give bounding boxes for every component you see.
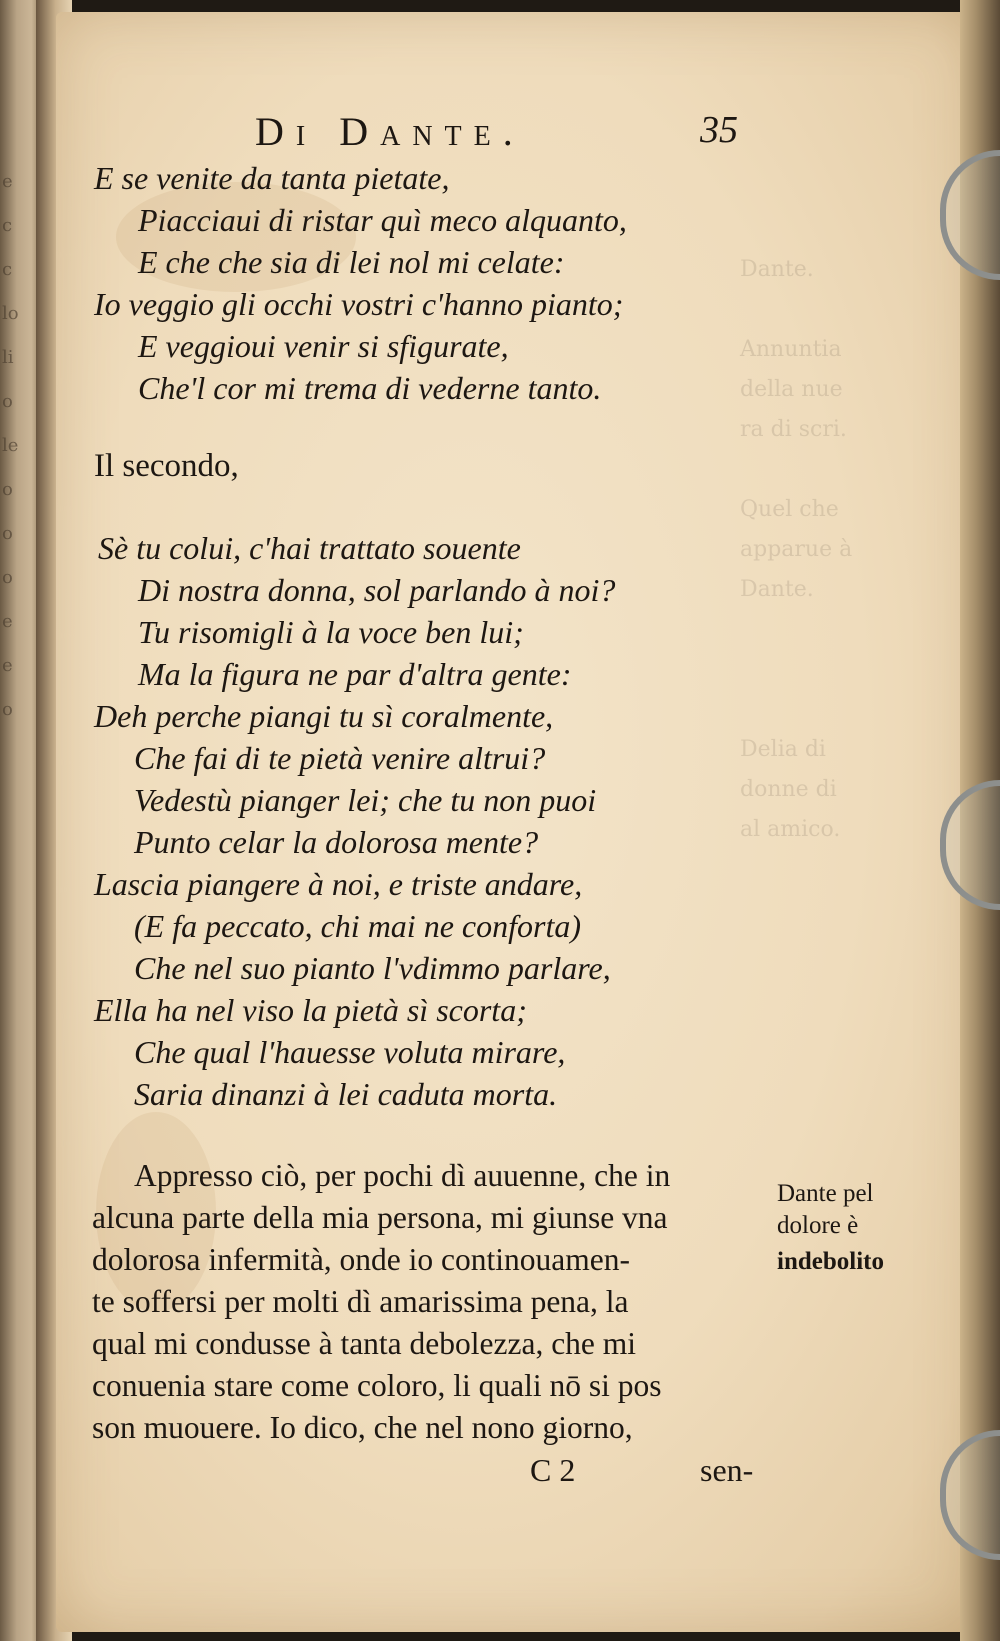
verse-line: Che qual l'hauesse voluta mirare, (134, 1034, 566, 1070)
verse-line: E veggioui venir si sfigurate, (138, 328, 509, 364)
running-head: Di Dante. (255, 109, 525, 154)
verse-line: E che che sia di lei nol mi celate: (138, 244, 565, 280)
verse-line: Ella ha nel viso la pietà sì scorta; (94, 992, 527, 1028)
verse-line: Di nostra donna, sol parlando à noi? (138, 572, 616, 608)
margin-note-line: dolore è (777, 1212, 859, 1239)
verse-line: E se venite da tanta pietate, (94, 160, 450, 196)
prose-line: son muouere. Io dico, che nel nono giorno, (92, 1410, 633, 1445)
verse-line: Punto celar la dolorosa mente? (134, 824, 539, 860)
signature-mark: C 2 (530, 1452, 576, 1488)
prose-line: qual mi condusse à tanta debolezza, che mi (92, 1326, 637, 1361)
margin-note-line: indebolito (777, 1248, 884, 1275)
verse-line: Che nel suo pianto l'vdimmo parlare, (134, 950, 611, 986)
verse-line: Tu risomigli à la voce ben lui; (138, 614, 524, 650)
verse-line: Piacciaui di ristar quì meco alquanto, (138, 202, 627, 238)
catchword: sen- (700, 1452, 754, 1488)
verse-line: Vedestù pianger lei; che tu non puoi (134, 782, 597, 818)
section-label: Il secondo, (94, 448, 239, 484)
margin-note-line: Dante pel (777, 1180, 874, 1207)
prose-line: dolorosa infermità, onde io continouamen- (92, 1242, 630, 1277)
verse-line: Che'l cor mi trema di vederne tanto. (138, 370, 602, 406)
show-through-text: Dante. Annuntia della nue ra di scri. Quel che apparue à Dante. Delia di donne di al amico. (740, 257, 853, 842)
verse-line: Lascia piangere à noi, e triste andare, (94, 866, 583, 902)
verse-line: Io veggio gli occhi vostri c'hanno pianto; (94, 286, 624, 322)
verse-line: Ma la figura ne par d'altra gente: (138, 656, 572, 692)
facing-page-bleed: e c c lo li o le o o o e e o (2, 171, 19, 720)
prose-line: conuenia stare come coloro, li quali nō si pos (92, 1368, 662, 1403)
verse-line: Che fai di te pietà venire altrui? (134, 740, 546, 776)
verse-line: Sè tu colui, c'hai trattato souente (98, 530, 521, 566)
prose-line: te soffersi per molti dì amarissima pena, la (92, 1284, 629, 1319)
prose-line: Appresso ciò, per pochi dì auuenne, che in (134, 1158, 671, 1193)
verse-line: Deh perche piangi tu sì coralmente, (94, 698, 554, 734)
verse-line: Saria dinanzi à lei caduta morta. (134, 1076, 558, 1112)
prose-line: alcuna parte della mia persona, mi giunse vna (92, 1200, 668, 1235)
page-number: 35 (700, 109, 738, 151)
verse-line: (E fa peccato, chi mai ne conforta) (134, 908, 581, 944)
